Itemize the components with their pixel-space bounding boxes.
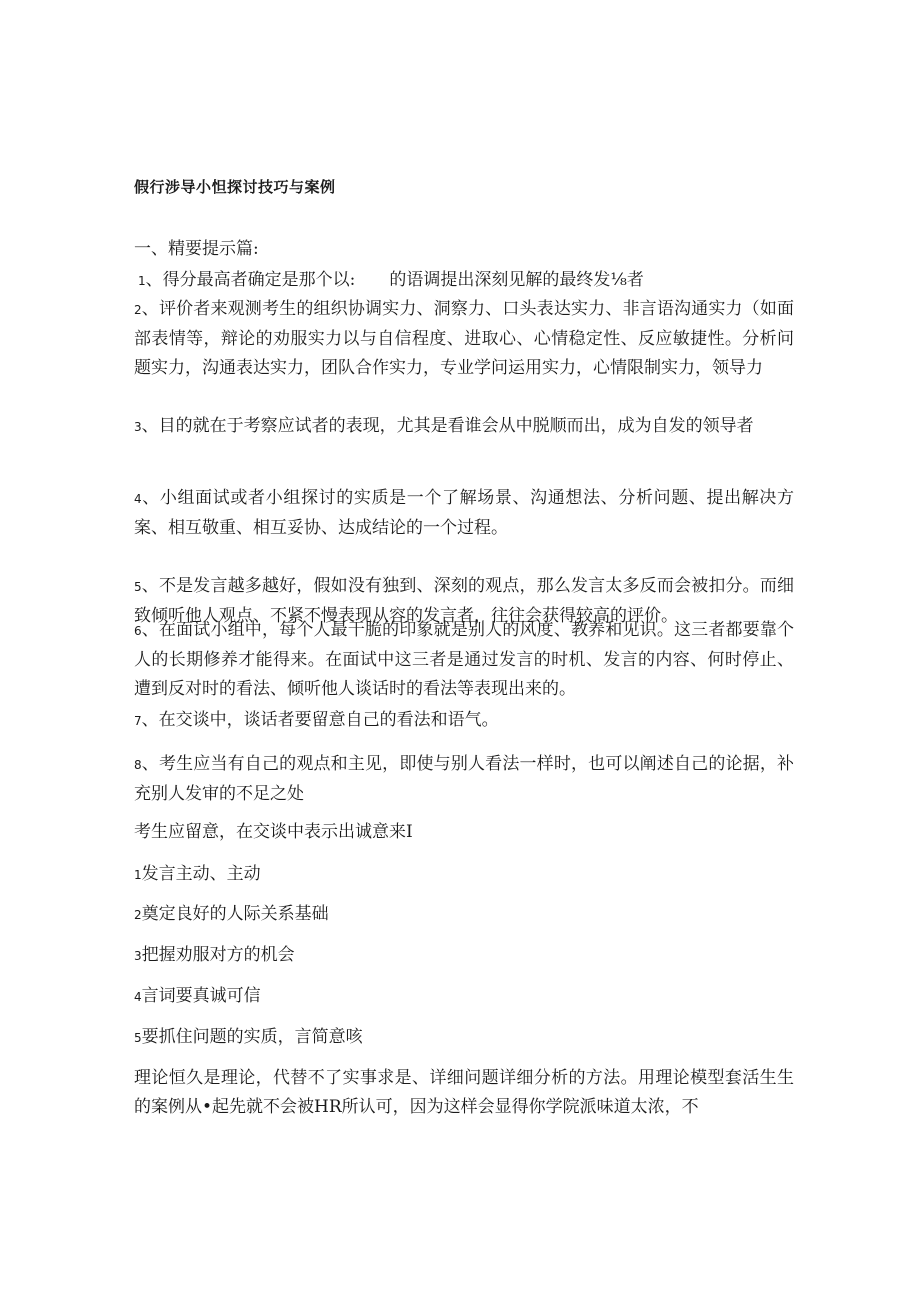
section-heading: 一、精要提示篇: bbox=[134, 239, 259, 259]
point-text: 、不是发言越多越好，假如没有独到、深刻的观点，那么发言太多反而会被扣分。而细致倾听他人观点、不紧不慢表现从容的发言者，往往会获得较高的评价。 bbox=[134, 576, 794, 626]
point-6 bbox=[134, 616, 794, 704]
tip-1 bbox=[134, 860, 794, 890]
point-number: 1 bbox=[138, 274, 146, 288]
point-number: 2 bbox=[134, 303, 142, 317]
tip-3 bbox=[134, 941, 794, 971]
point-4 bbox=[134, 484, 794, 543]
tip-number: 1 bbox=[134, 868, 142, 882]
tip-number: 2 bbox=[134, 908, 142, 922]
point-text: 、目的就在于考察应试者的表现，尤其是看谁会从中脱顺而出，成为自发的领导者 bbox=[141, 416, 754, 436]
tip-5 bbox=[134, 1023, 794, 1053]
point-2 bbox=[134, 295, 794, 383]
point-number: 5 bbox=[134, 580, 142, 594]
point-1 bbox=[134, 266, 794, 296]
point-number: 3 bbox=[134, 420, 142, 434]
tip-text: 言词要真诚可信 bbox=[141, 986, 261, 1006]
tip-4 bbox=[134, 982, 794, 1012]
tip-text: 发言主动、主动 bbox=[141, 864, 261, 884]
document-title: 假行涉导小怛探讨技巧与案例 bbox=[134, 178, 336, 196]
point-number: 8 bbox=[134, 758, 142, 772]
tip-number: 5 bbox=[134, 1031, 142, 1045]
tip-text: 把握劝服对方的机会 bbox=[141, 945, 295, 965]
tip-2 bbox=[134, 900, 794, 930]
tip-text: 奠定良好的人际关系基础 bbox=[141, 904, 329, 924]
point-3 bbox=[134, 412, 794, 442]
note-line: 考生应留意，在交谈中表示出诚意来I bbox=[134, 822, 413, 842]
tip-number: 3 bbox=[134, 949, 142, 963]
tip-text: 要抓住问题的实质，言简意咳 bbox=[141, 1027, 363, 1047]
point-text: 、小组面试或者小组探讨的实质是一个了解场景、沟通想法、分析问题、提出解决方案、相互敬重、相互妥协、达成结论的一个过程。 bbox=[134, 488, 794, 538]
point-text: 、在面试小组中，每个人最干脆的印象就是别人的风度、教养和见识。这三者都要靠个人的长期修养才能得来。在面试中这三者是通过发言的时机、发言的内容、何时停止、遭到反对时的看法、倾听他人谈话时的看法等表现出来的。 bbox=[134, 620, 794, 699]
closing-paragraph: 理论恒久是理论，代替不了实事求是、详细问题详细分析的方法。用理论模型套活生生的案例从•起先就不会被HR所认可，因为这样会显得你学院派味道太浓，不 bbox=[134, 1068, 794, 1117]
point-text: 、在交谈中，谈话者要留意自己的看法和语气。 bbox=[141, 710, 499, 730]
point-number: 6 bbox=[134, 624, 142, 638]
point-8 bbox=[134, 750, 794, 809]
point-text: 、评价者来观测考生的组织协调实力、洞察力、口头表达实力、非言语沟通实力（如面部表情等，辩论的劝服实力以与自信程度、进取心、心情稳定性、反应敏捷性。分析问题实力，沟通表达实力，团队合作实力，专业学问运用实力，心情限制实力，领导力 bbox=[134, 299, 794, 378]
point-number: 7 bbox=[134, 714, 142, 728]
tip-number: 4 bbox=[134, 990, 142, 1004]
point-text: 、得分最高者确定是那个以: 的语调提出深刻见解的最终发⅛者 bbox=[145, 270, 644, 290]
point-text: 、考生应当有自己的观点和主见，即使与别人看法一样时，也可以阐述自己的论据，补充别人发审的不足之处 bbox=[134, 754, 794, 804]
point-number: 4 bbox=[134, 492, 142, 506]
point-7 bbox=[134, 706, 794, 736]
